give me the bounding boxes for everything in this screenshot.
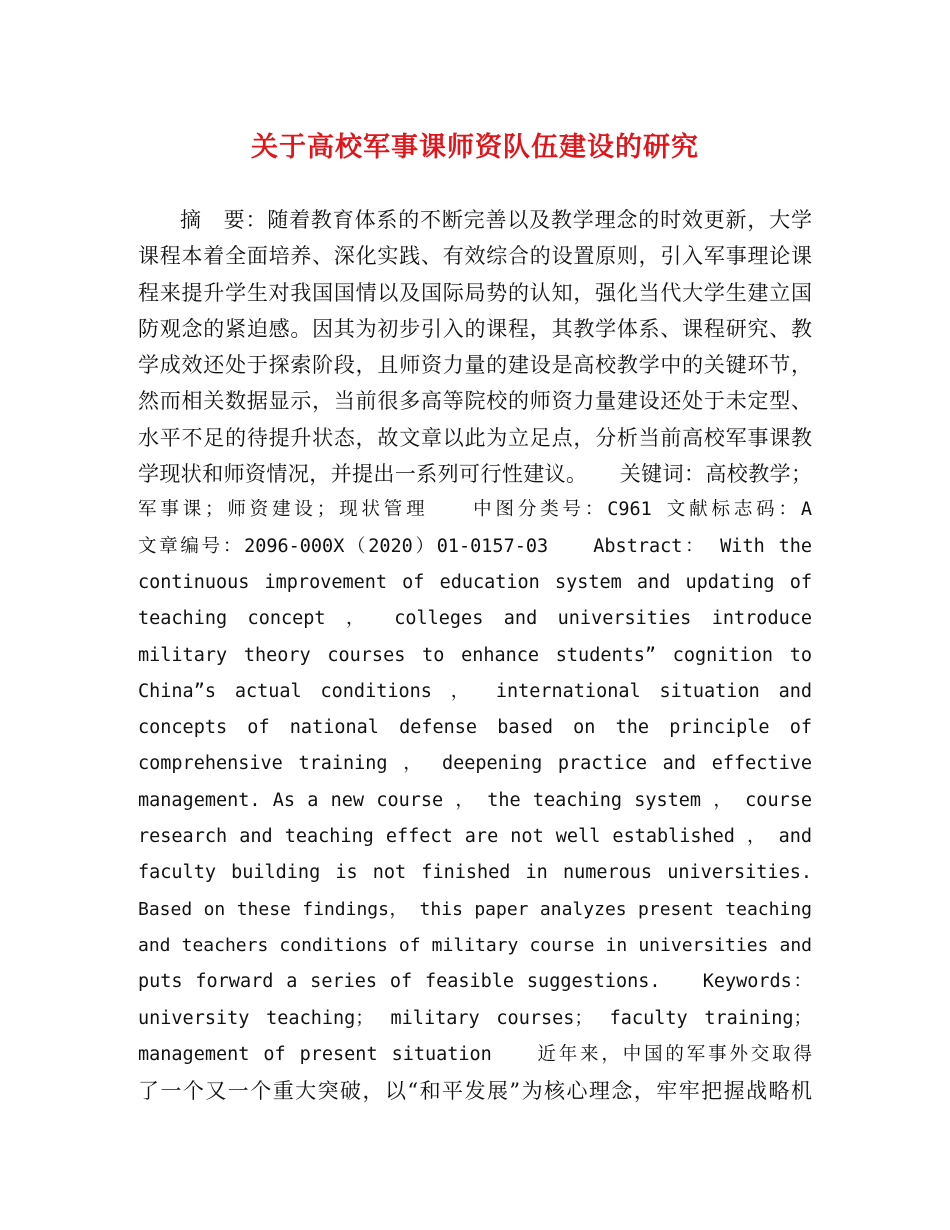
document-title: 关于高校军事课师资队伍建设的研究 <box>251 132 699 163</box>
text-line: management. As a new course ， the teaching system ， course <box>138 789 812 811</box>
text-line: management of present situation 近年来，中国的军事外交取得 <box>138 1043 812 1065</box>
text-line: 了一个又一个重大突破，以“和平发展”为核心理念，牢牢把握战略机 <box>138 1079 812 1104</box>
text-line: and teachers conditions of military course in universities and <box>138 934 812 956</box>
text-line: 防观念的紧迫感。因其为初步引入的课程，其教学体系、课程研究、教 <box>138 316 812 341</box>
text-line: comprehensive training ， deepening practice and effective <box>138 753 812 775</box>
text-line: China”s actual conditions ， international situation and <box>138 680 812 702</box>
text-line: 军事课；师资建设；现状管理 中图分类号：C961 文献标志码：A <box>138 499 812 521</box>
text-line: Based on these findings， this paper analyzes present teaching <box>138 898 812 920</box>
text-line: concepts of national defense based on the principle of <box>138 717 812 739</box>
text-line: continuous improvement of education system and updating of <box>138 571 812 593</box>
text-line: 学成效还处于探索阶段，且师资力量的建设是高校教学中的关键环节， <box>138 353 812 378</box>
text-line: 文章编号：2096-000X（2020）01-0157-03 Abstract： With the <box>138 535 812 557</box>
text-line: 课程本着全面培养、深化实践、有效综合的设置原则，引入军事理论课 <box>138 244 812 269</box>
text-line: 然而相关数据显示，当前很多高等院校的师资力量建设还处于未定型、 <box>138 389 812 414</box>
text-line: university teaching； military courses； faculty training； <box>138 1007 812 1029</box>
text-line: faculty building is not finished in numerous universities. <box>138 862 812 884</box>
text-line: 程来提升学生对我国国情以及国际局势的认知，强化当代大学生建立国 <box>138 280 812 305</box>
text-line: puts forward a series of feasible suggestions. Keywords： <box>138 971 812 993</box>
text-line: 水平不足的待提升状态，故文章以此为立足点，分析当前高校军事课教 <box>138 425 812 450</box>
abstract-body <box>138 202 812 1109</box>
text-line: military theory courses to enhance students” cognition to <box>138 644 812 666</box>
text-line: research and teaching effect are not well established ， and <box>138 826 812 848</box>
text-line: teaching concept ， colleges and universities introduce <box>138 608 812 630</box>
text-line: 摘 要：随着教育体系的不断完善以及教学理念的时效更新，大学 <box>180 208 812 232</box>
text-line: 学现状和师资情况，并提出一系列可行性建议。 关键词：高校教学； <box>138 462 812 487</box>
